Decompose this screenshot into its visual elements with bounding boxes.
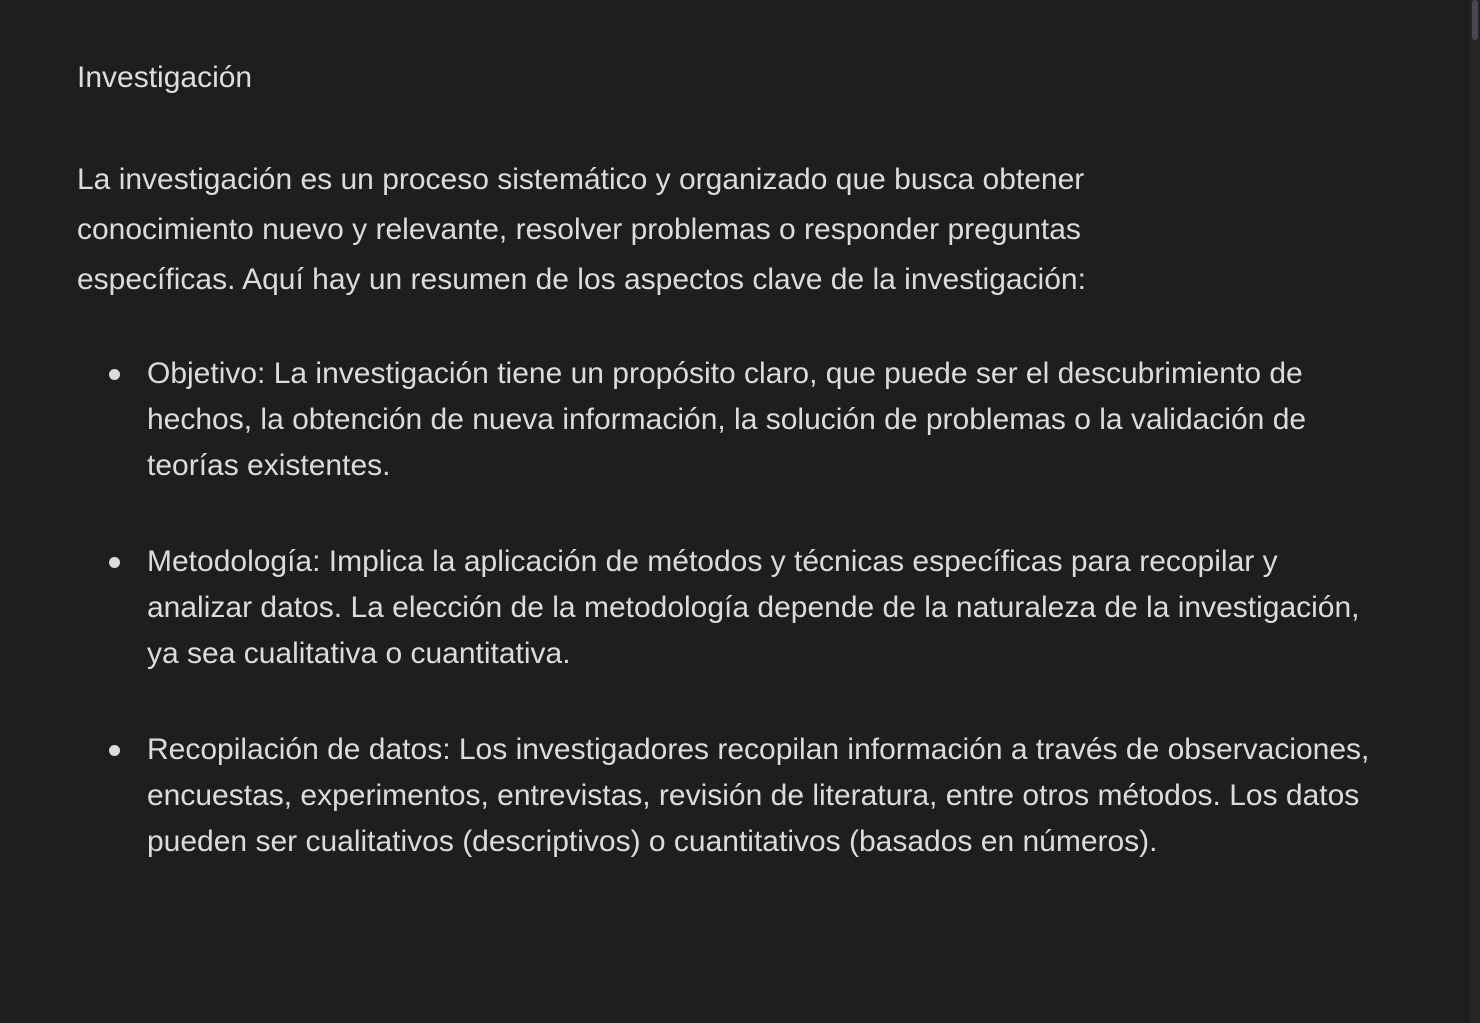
list-item-text: Objetivo: La investigación tiene un propósito claro, que puede ser el descubrimiento de hechos, la obtención de nueva información, la solución de problemas o la validación de teorías existentes.	[147, 357, 1307, 482]
list-item	[77, 727, 1377, 865]
list-item	[77, 539, 1377, 677]
list-item	[77, 351, 1377, 489]
document-body	[77, 56, 1377, 915]
bullet-icon	[109, 557, 120, 568]
list-item-text: Metodología: Implica la aplicación de métodos y técnicas específicas para recopilar y analizar datos. La elección de la metodología depende de la naturaleza de la investigación, ya sea cualitativa o cuantitativa.	[147, 545, 1360, 670]
document-title: Investigación	[77, 61, 253, 94]
bullet-icon	[109, 369, 120, 380]
bullet-list	[77, 351, 1377, 865]
list-item-text: Recopilación de datos: Los investigadores recopilan información a través de observaciones, encuestas, experimentos, entrevistas, revisión de literatura, entre otros métodos. Los datos pueden ser cualitativos (descriptivos) o cuantitativos (basados en números).	[147, 733, 1370, 858]
scrollbar-thumb[interactable]	[1472, 0, 1478, 40]
scrollbar[interactable]	[1470, 0, 1480, 1023]
bullet-icon	[109, 745, 120, 756]
intro-paragraph: La investigación es un proceso sistemático y organizado que busca obtener conocimiento nuevo y relevante, resolver problemas o responder preguntas específicas. Aquí hay un resumen de los aspectos clave de la investigación:	[77, 163, 1086, 296]
